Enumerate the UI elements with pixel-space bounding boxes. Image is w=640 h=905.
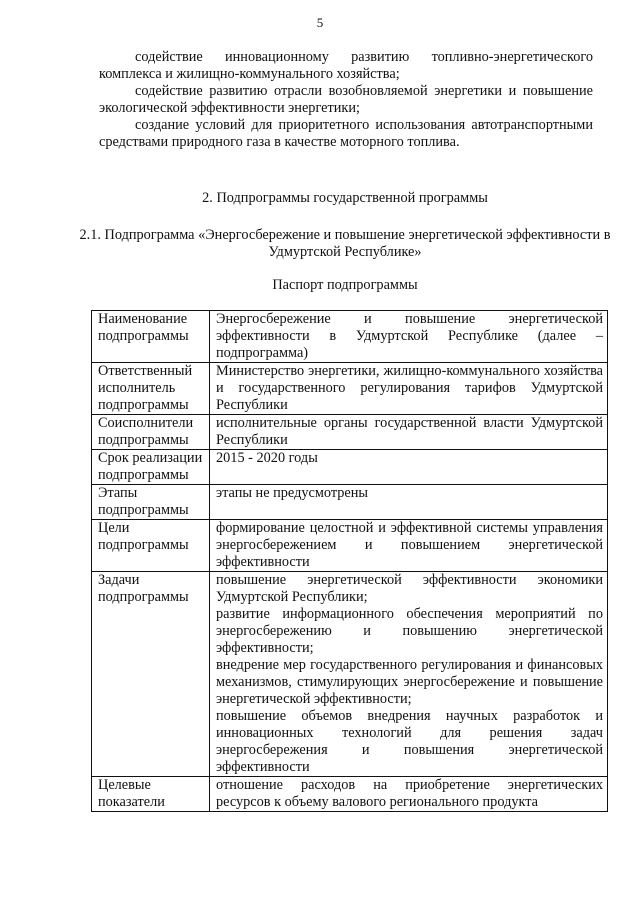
- table-row: [92, 485, 608, 520]
- row-value-term: 2015 - 2020 годы: [210, 450, 608, 485]
- table-row: [92, 520, 608, 572]
- row-value-indicators: отношение расходов на приобретение энергетических ресурсов к объему валового регионального продукта: [210, 777, 608, 812]
- intro-text: [99, 49, 593, 151]
- table-row: [92, 415, 608, 450]
- section-heading: 2. Подпрограммы государственной программы: [202, 190, 488, 206]
- passport-heading: Паспорт подпрограммы: [272, 277, 418, 293]
- row-value-executor: Министерство энергетики, жилищно-коммунального хозяйства и государственного регулирования тарифов Удмуртской Республики: [210, 363, 608, 415]
- row-value-tasks: [210, 572, 608, 777]
- row-value-stages: этапы не предусмотрены: [210, 485, 608, 520]
- table-row: [92, 777, 608, 812]
- row-label-executor: Ответственный исполнитель подпрограммы: [92, 363, 210, 415]
- row-value-coexecutors: исполнительные органы государственной власти Удмуртской Республики: [210, 415, 608, 450]
- page-number: 5: [316, 15, 324, 30]
- row-label-term: Срок реализации подпрограммы: [92, 450, 210, 485]
- passport-table: [91, 310, 608, 812]
- table-row: [92, 363, 608, 415]
- intro-paragraph: содействие развитию отрасли возобновляемой энергетики и повышение экологической эффективности энергетики;: [99, 83, 593, 116]
- row-label-tasks: Задачи подпрограммы: [92, 572, 210, 777]
- row-label-coexecutors: Соисполнители подпрограммы: [92, 415, 210, 450]
- task-item: повышение энергетической эффективности экономики Удмуртской Республики;: [216, 572, 603, 605]
- intro-paragraph: содействие инновационному развитию топливно-энергетического комплекса и жилищно-коммунального хозяйства;: [99, 49, 593, 82]
- table-row: [92, 311, 608, 363]
- row-label-name: Наименование подпрограммы: [92, 311, 210, 363]
- task-item: развитие информационного обеспечения мероприятий по энергосбережению и повышению энергетической эффективности;: [216, 606, 603, 656]
- task-item: повышение объемов внедрения научных разработок и инновационных технологий для решения задач энергосбережения и повышения энергетической эффективности: [216, 708, 603, 775]
- row-label-stages: Этапы подпрограммы: [92, 485, 210, 520]
- row-value-name: Энергосбережение и повышение энергетической эффективности в Удмуртской Республике (далее – подпрограмма): [210, 311, 608, 363]
- row-label-indicators: Целевые показатели: [92, 777, 210, 812]
- row-label-goals: Цели подпрограммы: [92, 520, 210, 572]
- table-row: [92, 572, 608, 777]
- task-item: внедрение мер государственного регулирования и финансовых механизмов, стимулирующих энергосбережение и повышение энергетической эффективности;: [216, 657, 603, 707]
- row-value-goals: формирование целостной и эффективной системы управления энергосбережением и повышением энергетической эффективности: [210, 520, 608, 572]
- table-row: [92, 450, 608, 485]
- intro-paragraph: создание условий для приоритетного использования автотранспортными средствами природного газа в качестве моторного топлива.: [99, 117, 593, 150]
- subprogram-heading: 2.1. Подпрограмма «Энергосбережение и повышение энергетической эффективности в Удмуртской Республике»: [79, 227, 611, 260]
